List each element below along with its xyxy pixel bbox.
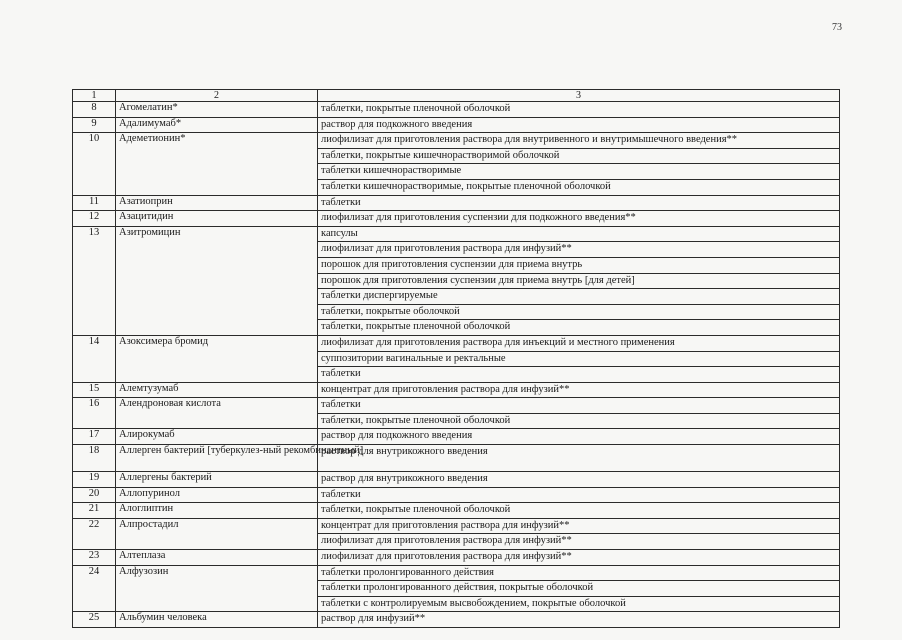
dosage-form: лиофилизат для приготовления раствора для инфузий**: [318, 241, 839, 257]
dosage-form: лиофилизат для приготовления раствора для инфузий**: [318, 533, 839, 549]
row-number: 17: [73, 429, 116, 445]
dosage-form: таблетки кишечнорастворимые, покрытые пленочной оболочкой: [318, 179, 839, 195]
row-number: 19: [73, 472, 116, 488]
drug-name: Алпростадил: [116, 518, 318, 549]
dosage-forms: [318, 429, 840, 445]
drug-name: Альбумин человека: [116, 612, 318, 628]
dosage-form: таблетки, покрытые оболочкой: [318, 304, 839, 320]
dosage-form: раствор для внутрикожного введения: [321, 446, 488, 458]
row-number: 22: [73, 518, 116, 549]
row-number: 11: [73, 195, 116, 211]
table-row: [73, 518, 840, 549]
table-row: [73, 382, 840, 398]
row-number: 24: [73, 565, 116, 612]
row-number: 21: [73, 503, 116, 519]
drug-name: Агомелатин*: [116, 102, 318, 118]
dosage-forms: [318, 102, 840, 118]
header-col-2: 2: [116, 90, 318, 102]
row-number: 15: [73, 382, 116, 398]
table-row: [73, 472, 840, 488]
row-number: 16: [73, 398, 116, 429]
drug-name: Азитромицин: [116, 226, 318, 335]
drug-name: Алфузозин: [116, 565, 318, 612]
table-row: [73, 565, 840, 612]
dosage-form: таблетки диспергируемые: [318, 288, 839, 304]
dosage-form: порошок для приготовления суспензии для приема внутрь: [318, 257, 839, 273]
dosage-form: таблетки, покрытые пленочной оболочкой: [318, 319, 839, 335]
table-row: [73, 429, 840, 445]
table-header-row: [73, 90, 840, 102]
table-row: [73, 335, 840, 382]
drug-name: Алоглиптин: [116, 503, 318, 519]
drug-name: Азатиоприн: [116, 195, 318, 211]
row-number: 9: [73, 117, 116, 133]
header-col-3: 3: [318, 90, 840, 102]
dosage-forms: [318, 503, 840, 519]
dosage-forms: [318, 117, 840, 133]
dosage-form: лиофилизат для приготовления суспензии для подкожного введения**: [321, 212, 636, 224]
dosage-form: раствор для подкожного введения: [321, 118, 473, 130]
dosage-form: лиофилизат для приготовления раствора для инъекций и местного применения: [321, 336, 675, 348]
row-number: 25: [73, 612, 116, 628]
dosage-forms: [318, 445, 840, 472]
dosage-form: таблетки, покрытые пленочной оболочкой: [321, 103, 511, 114]
table-row: [73, 102, 840, 118]
dosage-form: таблетки с контролируемым высвобождением, покрытые оболочкой: [318, 596, 839, 612]
table-row: [73, 445, 840, 472]
dosage-form: таблетки, покрытые пленочной оболочкой: [318, 413, 839, 429]
dosage-form: лиофилизат для приготовления раствора для внутривенного и внутримышечного введения**: [321, 134, 738, 146]
row-number: 8: [73, 102, 116, 118]
dosage-forms: [318, 211, 840, 227]
drug-name: Аллергены бактерий: [116, 472, 318, 488]
table-row: [73, 226, 840, 335]
dosage-forms: [318, 612, 840, 628]
table-row: [73, 398, 840, 429]
table-row: [73, 211, 840, 227]
dosage-form: таблетки: [318, 366, 839, 382]
row-number: 14: [73, 335, 116, 382]
dosage-form: суппозитории вагинальные и ректальные: [318, 351, 839, 367]
drug-name: Алирокумаб: [116, 429, 318, 445]
page-number: 73: [832, 22, 842, 33]
row-number: 13: [73, 226, 116, 335]
table-row: [73, 612, 840, 628]
dosage-form: капсулы: [321, 227, 358, 239]
dosage-forms: [318, 550, 840, 566]
dosage-forms: [318, 335, 840, 382]
drug-name: Алендроновая кислота: [116, 398, 318, 429]
drug-name: Алемтузумаб: [116, 382, 318, 398]
dosage-form: таблетки кишечнорастворимые: [318, 163, 839, 179]
dosage-form: раствор для внутрикожного введения: [321, 473, 488, 485]
table-row: [73, 195, 840, 211]
drug-name: Алтеплаза: [116, 550, 318, 566]
dosage-forms: [318, 518, 840, 549]
dosage-form: порошок для приготовления суспензии для приема внутрь [для детей]: [318, 273, 839, 289]
table-body: [73, 90, 840, 628]
dosage-forms: [318, 133, 840, 195]
dosage-forms: [318, 398, 840, 429]
dosage-forms: [318, 195, 840, 211]
dosage-form: таблетки пролонгированного действия, покрытые оболочкой: [318, 580, 839, 596]
dosage-form: лиофилизат для приготовления раствора для инфузий**: [321, 551, 572, 563]
drug-name: Азоксимера бромид: [116, 335, 318, 382]
drug-name: Азацитидин: [116, 211, 318, 227]
drug-name: Аллопуринол: [116, 487, 318, 503]
row-number: 23: [73, 550, 116, 566]
row-number: 12: [73, 211, 116, 227]
header-col-1: 1: [73, 90, 116, 102]
dosage-form: таблетки: [321, 488, 361, 500]
drug-name: Адеметионин*: [116, 133, 318, 195]
table-row: [73, 503, 840, 519]
dosage-form: таблетки: [321, 399, 361, 411]
table-row: [73, 487, 840, 503]
row-number: 20: [73, 487, 116, 503]
dosage-forms: [318, 565, 840, 612]
dosage-form: концентрат для приготовления раствора для инфузий**: [321, 519, 570, 531]
table-row: [73, 117, 840, 133]
table-row: [73, 133, 840, 195]
drug-name: Адалимумаб*: [116, 117, 318, 133]
dosage-form: таблетки пролонгированного действия: [321, 566, 494, 578]
dosage-forms: [318, 487, 840, 503]
row-number: 18: [73, 445, 116, 472]
dosage-form: раствор для инфузий**: [321, 613, 426, 625]
dosage-forms: [318, 382, 840, 398]
dosage-forms: [318, 226, 840, 335]
dosage-form: таблетки, покрытые кишечнорастворимой оболочкой: [318, 148, 839, 164]
dosage-form: таблетки: [321, 196, 361, 208]
dosage-form: таблетки, покрытые пленочной оболочкой: [321, 504, 511, 516]
drug-table: [72, 89, 840, 628]
dosage-forms: [318, 472, 840, 488]
row-number: 10: [73, 133, 116, 195]
table-row: [73, 550, 840, 566]
dosage-form: концентрат для приготовления раствора для инфузий**: [321, 383, 570, 395]
drug-name: Аллерген бактерий [туберкулез-ный рекомбинантный]: [116, 445, 318, 472]
dosage-form: раствор для подкожного введения: [321, 430, 473, 442]
